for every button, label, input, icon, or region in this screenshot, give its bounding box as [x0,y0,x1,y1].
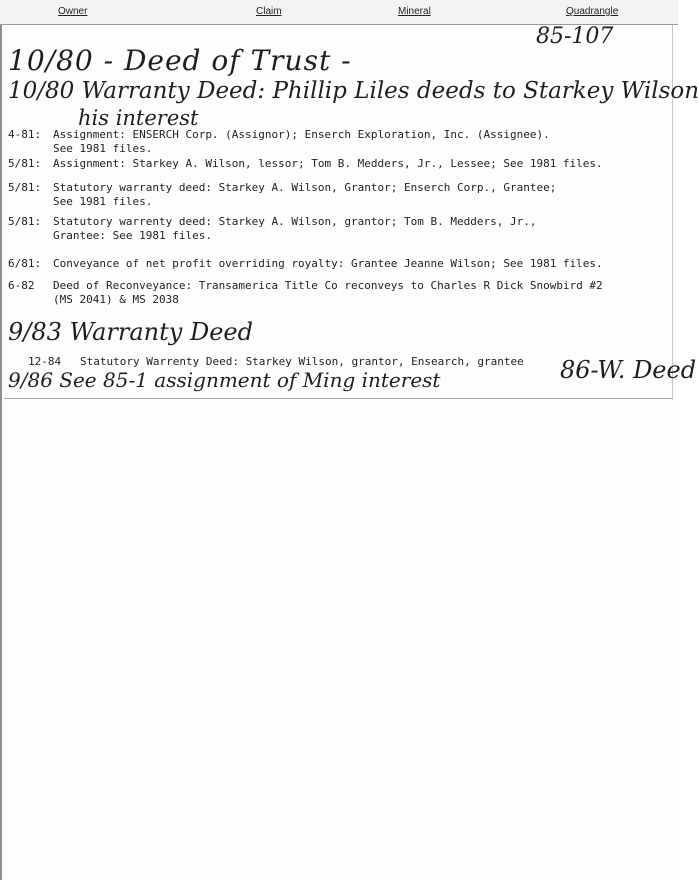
entry-4-81 [8,128,550,141]
entry-5-81-warranty-medders [8,215,536,228]
claim-label: Claim [256,6,282,17]
quadrangle-label: Quadrangle [566,6,619,17]
entry-6-81 [8,257,603,270]
handwritten-deed-of-trust: 10/80 - Deed of Trust - [8,44,352,77]
mineral-label: Mineral [398,6,431,17]
entry-date: 12-84 [28,355,62,368]
entry-5-81-line2: See 1981 files. [53,195,153,208]
page-edge-right [672,0,673,400]
form-header [0,0,678,25]
handwritten-his-interest: his interest [78,106,199,130]
entry-6-82-line2: (MS 2041) & MS 2038 [53,293,179,306]
entry-date: 6-82 [8,279,35,292]
entry-date: 5/81: [8,215,42,228]
entry-text: Assignment: ENSERCH Corp. (Assignor); Enserch Exploration, Inc. (Assignee). [53,128,550,141]
entry-6-82 [8,279,603,292]
entry-text: Statutory Warrenty Deed: Starkey Wilson, grantor, Ensearch, grantee [80,355,524,368]
bottom-rule [4,398,672,399]
entry-text: Conveyance of net profit overriding royalty: Grantee Jeanne Wilson; See 1981 files. [53,257,603,270]
handwritten-warranty-deed: 10/80 Warranty Deed: Phillip Liles deeds to Starkey Wilson [8,78,699,104]
entry-text: Assignment: Starkey A. Wilson, lessor; Tom B. Medders, Jr., Lessee; See 1981 files. [53,157,603,170]
handwritten-9-86-assignment: 9/86 See 85-1 assignment of Ming interest [8,368,441,392]
entry-4-81-line2: See 1981 files. [53,142,153,155]
quadrangle-value: 85-107 [536,24,614,49]
entry-date: 5/81: [8,181,42,194]
entry-text: Statutory warranty deed: Starkey A. Wilson, Grantor; Enserch Corp., Grantee; [53,181,557,194]
entry-12-84 [28,355,524,368]
entry-5-81-medders-line2: Grantee: See 1981 files. [53,229,212,242]
owner-label: Owner [58,6,88,17]
handwritten-86-w-deed: 86-W. Deed [560,356,697,384]
entry-text: Statutory warrenty deed: Starkey A. Wilson, grantor; Tom B. Medders, Jr., [53,215,537,228]
handwritten-9-83-warranty-deed: 9/83 Warranty Deed [8,318,253,346]
entry-5-81-assignment [8,157,603,170]
entry-text: Deed of Reconveyance: Transamerica Title Co reconveys to Charles R Dick Snowbird #2 [53,279,603,292]
entry-date: 5/81: [8,157,42,170]
entry-5-81-warranty-enserch [8,181,556,194]
page-edge [0,0,2,880]
entry-date: 4-81: [8,128,42,141]
entry-date: 6/81: [8,257,42,270]
